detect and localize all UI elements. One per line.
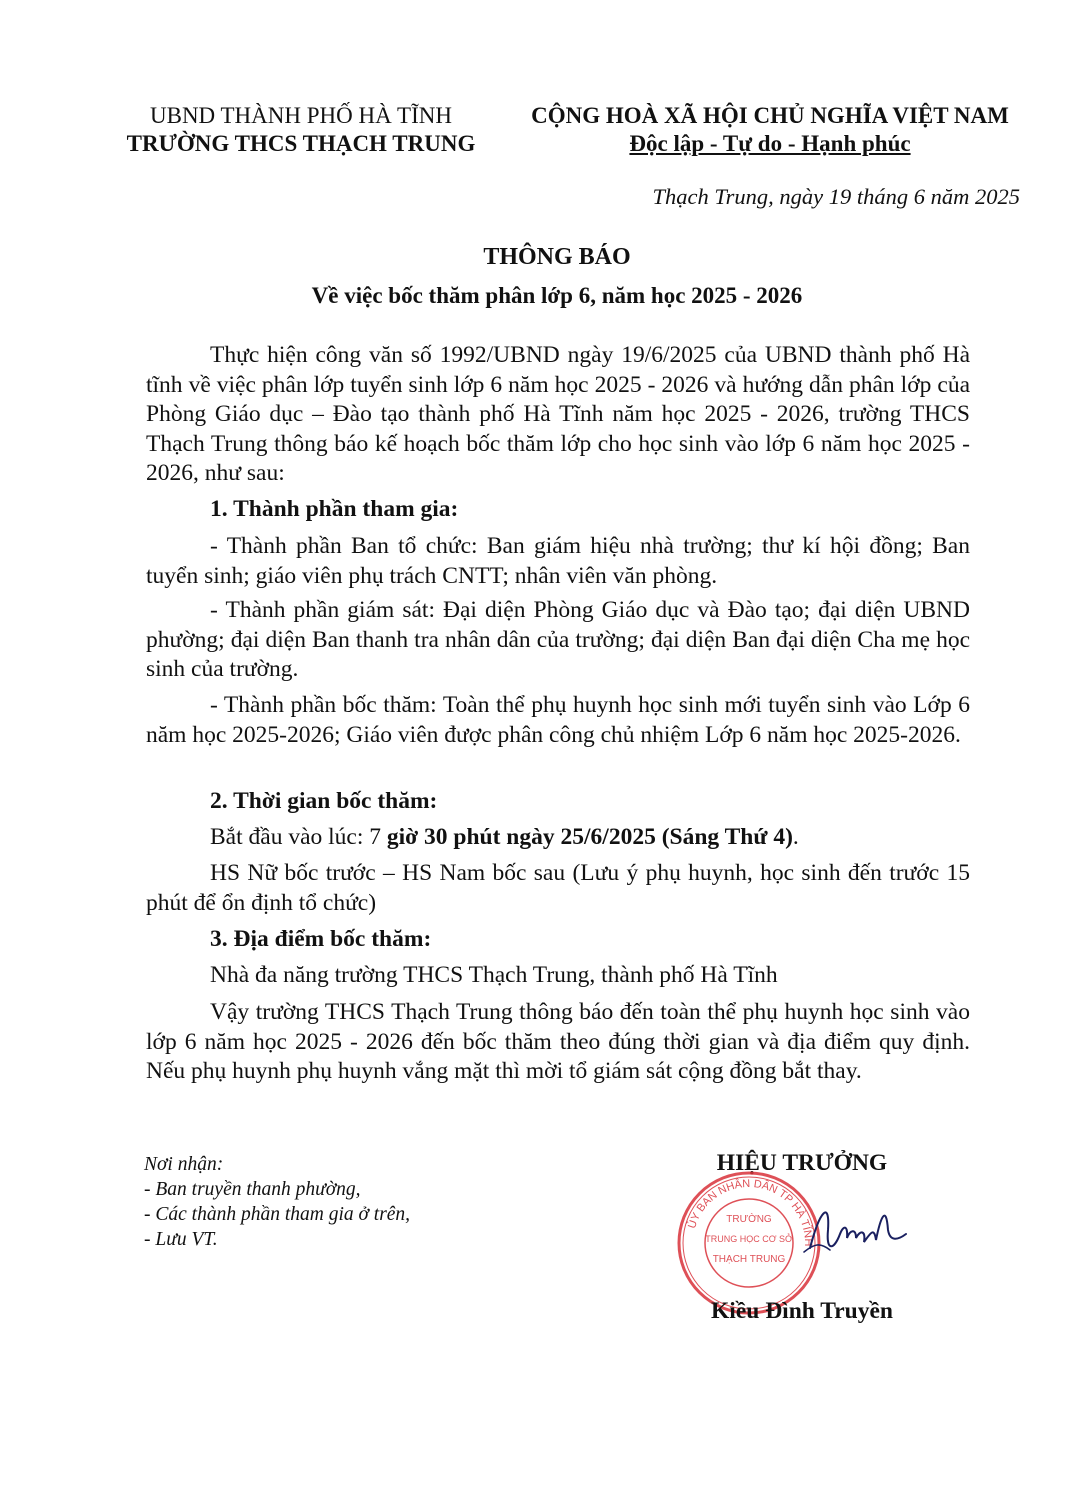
seal-line-1: TRƯỜNG <box>726 1214 772 1225</box>
start-time-suffix: . <box>792 824 799 850</box>
doc-subject: Về việc bốc thăm phân lớp 6, năm học 2025 - 2026 <box>311 283 803 308</box>
location: Nhà đa năng trường THCS Thạch Trung, thành phố Hà Tĩnh <box>210 962 778 988</box>
recipients <box>144 1152 544 1252</box>
signer-name: Kiều Đình Truyền <box>711 1298 893 1324</box>
motto: Độc lập - Tự do - Hạnh phúc <box>629 131 911 156</box>
org-parent: UBND THÀNH PHỐ HÀ TĨNH <box>150 103 452 128</box>
handwritten-signature <box>790 1190 920 1270</box>
seal-line-3: THẠCH TRUNG <box>712 1254 786 1265</box>
closing-paragraph: Vậy trường THCS Thạch Trung thông báo đến toàn thể phụ huynh học sinh vào lớp 6 năm học 2025 - 2026 đến bốc thăm theo đúng thời gian và địa điểm quy định. Nếu phụ huynh phụ huynh vắng mặt thì mời tổ giám sát cộng đồng bắt thay. <box>146 999 970 1084</box>
section-3-heading: 3. Địa điểm bốc thăm: <box>210 926 432 952</box>
header-right <box>520 102 1020 158</box>
start-time-value: giờ 30 phút ngày 25/6/2025 (Sáng Thứ 4) <box>386 824 793 850</box>
seal-line-2: TRUNG HỌC CƠ SỞ <box>705 1234 793 1244</box>
org-name: TRƯỜNG THCS THẠCH TRUNG <box>126 131 476 156</box>
section-1-heading: 1. Thành phần tham gia: <box>210 496 459 522</box>
section-1-item: - Thành phần giám sát: Đại diện Phòng Giáo dục và Đào tạo; đại diện UBND phường; đại diện Ban thanh tra nhân dân của trường; đại diện Ban đại diện Cha mẹ học sinh của trường. <box>146 597 970 682</box>
start-time-prefix: Bắt đầu vào lúc: 7 <box>210 824 387 850</box>
seal-ring-text: ỦY BAN NHÂN DÂN TP HÀ TĨNH <box>686 1177 815 1247</box>
section-1-item: - Thành phần bốc thăm: Toàn thể phụ huynh học sinh mới tuyển sinh vào Lớp 6 năm học 2025-2026; Giáo viên được phân công chủ nhiệm Lớp 6 năm học 2025-2026. <box>146 692 970 748</box>
doc-title: THÔNG BÁO <box>483 244 631 270</box>
recipient-item: - Ban truyền thanh phường, <box>144 1179 361 1200</box>
header-left <box>120 102 482 158</box>
nation-title: CỘNG HOÀ XÃ HỘI CHỦ NGHĨA VIỆT NAM <box>531 103 1009 128</box>
recipients-label: Nơi nhận: <box>144 1154 224 1175</box>
start-time <box>146 823 970 853</box>
place-date: Thạch Trung, ngày 19 tháng 6 năm 2025 <box>652 184 1020 209</box>
recipient-item: - Lưu VT. <box>144 1229 218 1250</box>
section-2-heading: 2. Thời gian bốc thăm: <box>210 788 438 814</box>
signer-title: HIỆU TRƯỞNG <box>716 1150 888 1176</box>
recipient-item: - Các thành phần tham gia ở trên, <box>144 1204 411 1225</box>
intro-paragraph: Thực hiện công văn số 1992/UBND ngày 19/6/2025 của UBND thành phố Hà tĩnh về việc phân lớp tuyển sinh lớp 6 năm học 2025 - 2026 và hướng dẫn phân lớp của Phòng Giáo dục – Đào tạo thành phố Hà Tĩnh năm học 2025 - 2026, trường THCS Thạch Trung thông báo kế hoạch bốc thăm lớp cho học sinh vào lớp 6 năm học 2025 - 2026, như sau: <box>146 342 970 486</box>
order-note: HS Nữ bốc trước – HS Nam bốc sau (Lưu ý phụ huynh, học sinh đến trước 15 phút để ổn định tổ chức) <box>146 860 970 916</box>
section-1-item: - Thành phần Ban tổ chức: Ban giám hiệu nhà trường; thư kí hội đồng; Ban tuyển sinh; giáo viên phụ trách CNTT; nhân viên văn phòng. <box>146 533 970 589</box>
